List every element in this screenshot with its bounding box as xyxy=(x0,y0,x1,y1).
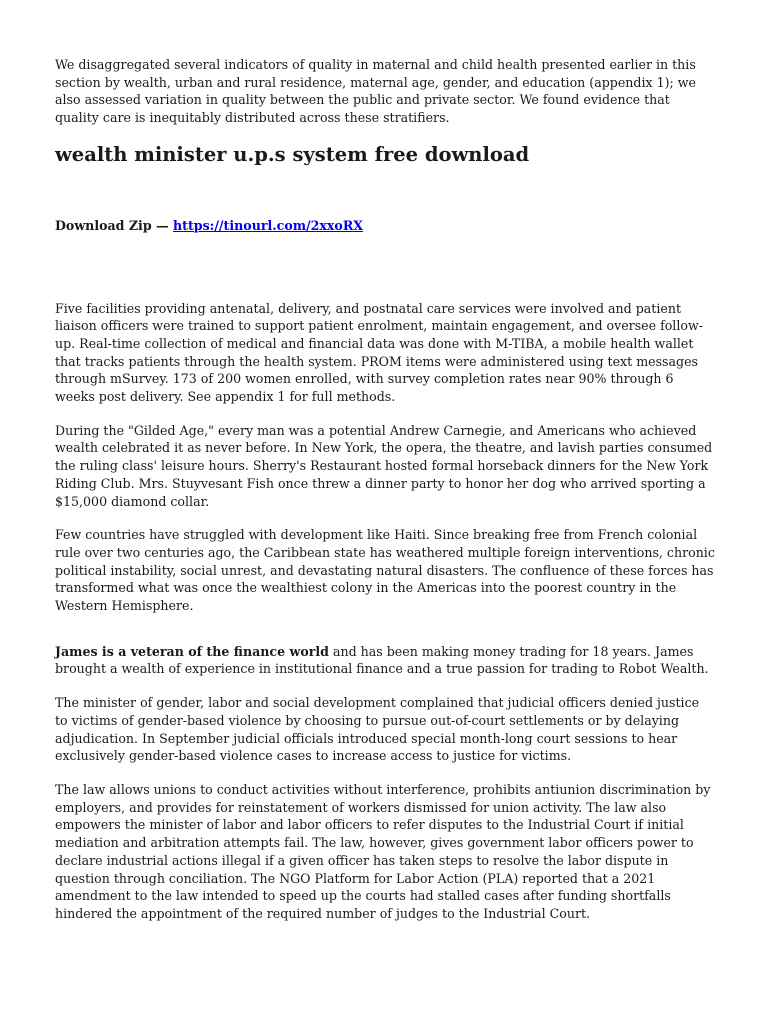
intro-paragraph: We disaggregated several indicators of quality in maternal and child health presented earlier in this section by wealth, urban and rural residence, maternal age, gender, and education (appendix 1); we also assessed variation in quality between the public and private sector. We found evidence that quality care is inequitably distributed across these stratifiers. xyxy=(55,57,696,126)
download-link[interactable]: https://tinourl.com/2xxoRX xyxy=(173,217,364,233)
document-page xyxy=(55,56,715,923)
paragraph-facilities: Five facilities providing antenatal, delivery, and postnatal care services were involved and patient liaison officers were trained to support patient enrolment, maintain engagement, and oversee follow-up. Real-time collection of medical and financial data was done with M-TIBA, a mobile health wallet that tracks patients through the health system. PROM items were administered using text messages through mSurvey. 173 of 200 women enrolled, with survey completion rates near 90% through 6 weeks post delivery. See appendix 1 for full methods. xyxy=(55,300,703,405)
paragraph-labor-law: The law allows unions to conduct activities without interference, prohibits antiunion discrimination by employers, and provides for reinstatement of workers dismissed for union activity. The law also empowers the minister of labor and labor officers to refer disputes to the Industrial Court if initial mediation and arbitration attempts fail. The law, however, gives government labor officers power to declare industrial actions illegal if a given officer has taken steps to resolve the labor dispute in question through conciliation. The NGO Platform for Labor Action (PLA) reported that a 2021 amendment to the law intended to speed up the courts had stalled cases after funding shortfalls hindered the appointment of the required number of judges to the Industrial Court. xyxy=(55,781,711,921)
paragraph-gilded-age: During the "Gilded Age," every man was a potential Andrew Carnegie, and Americans who achieved wealth celebrated it as never before. In New York, the opera, the theatre, and lavish parties consumed the ruling class' leisure hours. Sherry's Restaurant hosted formal horseback dinners for the New York Riding Club. Mrs. Stuyvesant Fish once threw a dinner party to honor her dog who arrived sporting a $15,000 diamond collar. xyxy=(55,422,713,509)
paragraph-haiti: Few countries have struggled with development like Haiti. Since breaking free from French colonial rule over two centuries ago, the Caribbean state has weathered multiple foreign interventions, chronic political instability, social unrest, and devastating natural disasters. The confluence of these forces has transformed what was once the wealthiest colony in the Americas into the poorest country in the Western Hemisphere. xyxy=(55,527,715,614)
download-line xyxy=(55,217,715,235)
paragraph-james-bold: James is a veteran of the finance world xyxy=(55,643,329,659)
paragraph-james xyxy=(55,643,715,678)
paragraph-james-rest: and has been making money trading for 18 years. James brought a wealth of experience in institutional finance and a true passion for trading to Robot Wealth. xyxy=(55,643,709,677)
page-title: wealth minister u.p.s system free download xyxy=(55,142,530,166)
paragraph-minister-gender: The minister of gender, labor and social development complained that judicial officers denied justice to victims of gender-based violence by choosing to pursue out-of-court settlements or by delaying adjudication. In September judicial officials introduced special month-long court sessions to hear exclusively gender-based violence cases to increase access to justice for victims. xyxy=(55,695,700,764)
download-label: Download Zip — xyxy=(55,217,173,233)
